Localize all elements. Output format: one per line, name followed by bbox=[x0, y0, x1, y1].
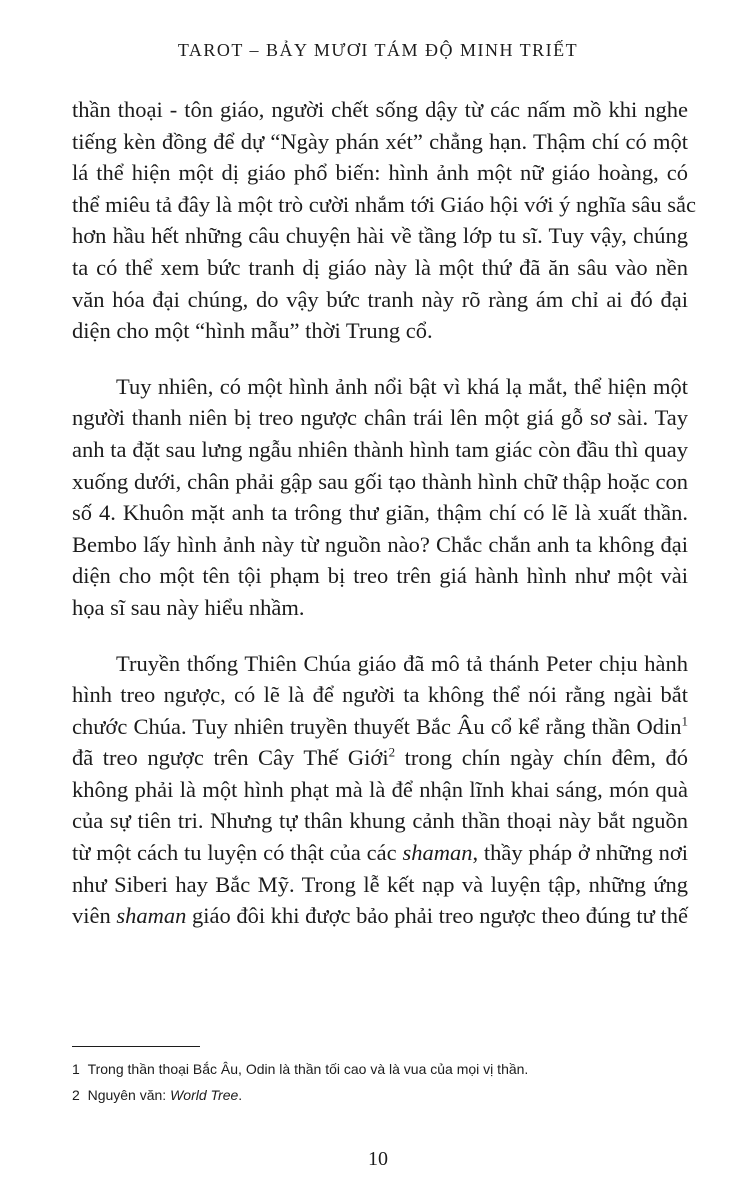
footnote-1: 1 Trong thần thoại Bắc Âu, Odin là thần tối cao và là vua của mọi vị thần. bbox=[72, 1061, 529, 1077]
text-line: Tuy nhiên, có một hình ảnh nổi bật vì khá lạ mắt, thể hiện một bbox=[116, 373, 688, 399]
text-line: tiếng kèn đồng để dự “Ngày phán xét” chẳng hạn. Thậm chí có một bbox=[72, 128, 688, 154]
paragraph-3 bbox=[72, 648, 688, 932]
text-line: người thanh niên bị treo ngược chân trái lên một giá gỗ sơ sài. Tay bbox=[72, 405, 688, 431]
text-line: xuống dưới, chân phải gập sau gối tạo thành hình chữ thập hoặc con bbox=[72, 468, 688, 494]
footnote-ref-2: 2 bbox=[388, 744, 396, 760]
footnote-divider bbox=[72, 1046, 200, 1047]
text-line: của sự tiên tri. Nhưng tự thân khung cảnh thần thoại này bắt nguồn bbox=[72, 808, 688, 834]
text-line: Truyền thống Thiên Chúa giáo đã mô tả thánh Peter chịu hành bbox=[116, 650, 688, 676]
text-line: chước Chúa. Tuy nhiên truyền thuyết Bắc Âu cổ kể rằng thần Odin$^1$ bbox=[72, 713, 688, 739]
footnotes bbox=[72, 1056, 688, 1108]
paragraph-1 bbox=[72, 94, 697, 347]
text-line: thể miêu tả đây là một trò cười nhắm tới Giáo hội với ý nghĩa sâu sắc bbox=[72, 191, 697, 217]
text-line: ta có thể xem bức tranh dị giáo này là một thứ đã ăn sâu vào nền bbox=[72, 254, 688, 280]
text-line: họa sĩ sau này hiểu nhầm. bbox=[72, 594, 305, 620]
text-line: thần thoại - tôn giáo, người chết sống dậy từ các nấm mồ khi nghe bbox=[72, 97, 688, 122]
running-header: TAROT – BẢY MƯƠI TÁM ĐỘ MINH TRIẾT bbox=[177, 40, 579, 60]
text-line: số 4. Khuôn mặt anh ta trông thư giãn, thậm chí có lẽ là xuất thần. bbox=[72, 500, 688, 526]
footnote-ref-1: 1 bbox=[681, 713, 688, 729]
page-number: 10 bbox=[368, 1148, 388, 1170]
footnote-2: 2 Nguyên văn: World Tree. bbox=[72, 1087, 243, 1103]
text-line: không phải là một hình phạt mà là để nhận lĩnh khai sáng, món quà bbox=[72, 776, 688, 802]
text-line: từ một cách tu luyện có thật của các shaman, thầy pháp ở những nơi bbox=[72, 840, 689, 866]
text-line: lá thể hiện một dị giáo phổ biến: hình ảnh một nữ giáo hoàng, có bbox=[72, 160, 688, 186]
text-line: anh ta đặt sau lưng ngẫu nhiên thành hình tam giác còn đầu thì quay bbox=[72, 436, 688, 462]
text-line: đã treo ngược trên Cây Thế Giới$^2$ trong chín ngày chín đêm, đó bbox=[72, 744, 688, 771]
body-text bbox=[72, 94, 697, 932]
text-line: Bembo lấy hình ảnh này từ nguồn nào? Chắc chắn anh ta không đại bbox=[72, 531, 688, 557]
text-line: hơn hầu hết những câu chuyện hài về tầng lớp tu sĩ. Tuy vậy, chúng bbox=[72, 223, 688, 249]
text-line: như Siberi hay Bắc Mỹ. Trong lễ kết nạp và luyện tập, những ứng bbox=[72, 871, 688, 897]
text-line: viên shaman giáo đôi khi được bảo phải treo ngược theo đúng tư thế bbox=[72, 903, 688, 929]
text-line: hình treo ngược, có lẽ là để người ta không thể nói rằng ngài bắt bbox=[72, 682, 688, 708]
paragraph-2 bbox=[72, 371, 688, 624]
text-line: diện cho một “hình mẫu” thời Trung cổ. bbox=[72, 318, 433, 344]
text-line: diện cho một tên tội phạm bị treo trên giá hành hình như một vài bbox=[72, 563, 688, 589]
text-line: văn hóa đại chúng, do vậy bức tranh này rõ ràng ám chỉ ai đó đại bbox=[72, 286, 688, 312]
